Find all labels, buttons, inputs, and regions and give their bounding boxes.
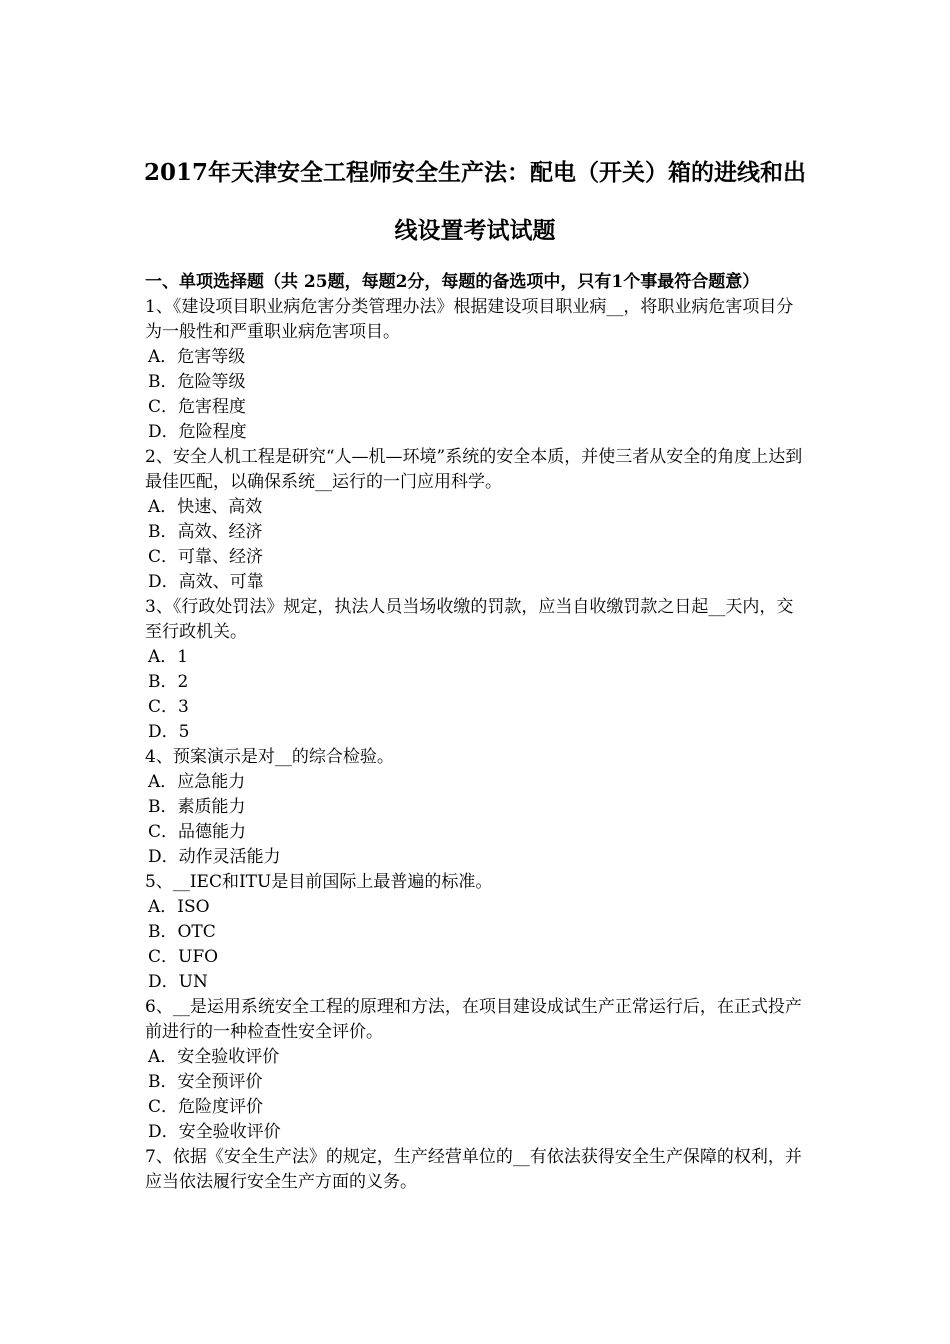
answer-option: D．动作灵活能力 [148,847,281,867]
answer-option: D．危险程度 [148,422,247,442]
section-heading: 一、单项选择题（共 25题，每题2分，每题的备选项中，只有1个事最符合题意） [145,272,760,292]
answer-option: B．安全预评价 [148,1072,263,1092]
question-text: 2、安全人机工程是研究“人—机—环境”系统的安全本质，并使三者从安全的角度上达到最佳匹配，以确保系统__运行的一门应用科学。 [145,447,803,492]
answer-option: A．快速、高效 [148,497,263,517]
answer-option: C．危险度评价 [148,1097,264,1117]
answer-option: C．危害程度 [148,397,247,417]
answer-option: C．UFO [148,947,219,967]
answer-option: A．应急能力 [148,772,246,792]
question-text: 5、__IEC和ITU是目前国际上最普遍的标准。 [145,872,493,892]
answer-option: A．安全验收评价 [148,1047,280,1067]
question-block [145,745,807,870]
document-body [145,270,807,1195]
answer-option: B．危险等级 [148,372,246,392]
answer-option: D．5 [148,722,190,742]
answer-option: B．2 [148,672,189,692]
question-text: 6、__是运用系统安全工程的原理和方法，在项目建设成试生产正常运行后，在正式投产前进行的一种检查性安全评价。 [145,997,802,1042]
answer-option: C．3 [148,697,189,717]
answer-option: D．安全验收评价 [148,1122,281,1142]
answer-option: C．品德能力 [148,822,247,842]
answer-option: B．OTC [148,922,216,942]
question-block [145,995,807,1145]
answer-option: A．危害等级 [148,347,246,367]
question-text: 3、《行政处罚法》规定，执法人员当场收缴的罚款，应当自收缴罚款之日起__天内，交至行政机关。 [145,597,794,642]
answer-option: A．1 [148,647,189,667]
question-text: 4、预案演示是对__的综合检验。 [145,747,394,767]
question-text: 1、《建设项目职业病危害分类管理办法》根据建设项目职业病__，将职业病危害项目分为一般性和严重职业病危害项目。 [145,297,794,342]
question-block [145,295,807,445]
answer-option: A．ISO [148,897,210,917]
answer-option: B．高效、经济 [148,522,263,542]
answer-option: B．素质能力 [148,797,246,817]
question-text: 7、依据《安全生产法》的规定，生产经营单位的__有依法获得安全生产保障的权利，并应当依法履行安全生产方面的义务。 [145,1147,802,1192]
answer-option: D．高效、可靠 [148,572,264,592]
question-block [145,595,807,745]
answer-option: C．可靠、经济 [148,547,264,567]
answer-option: D．UN [148,972,208,992]
question-block [145,445,807,595]
question-block [145,1145,807,1195]
question-block [145,870,807,995]
document-title: 2017年天津安全工程师安全生产法：配电（开关）箱的进线和出线设置考试试题 [143,159,806,244]
